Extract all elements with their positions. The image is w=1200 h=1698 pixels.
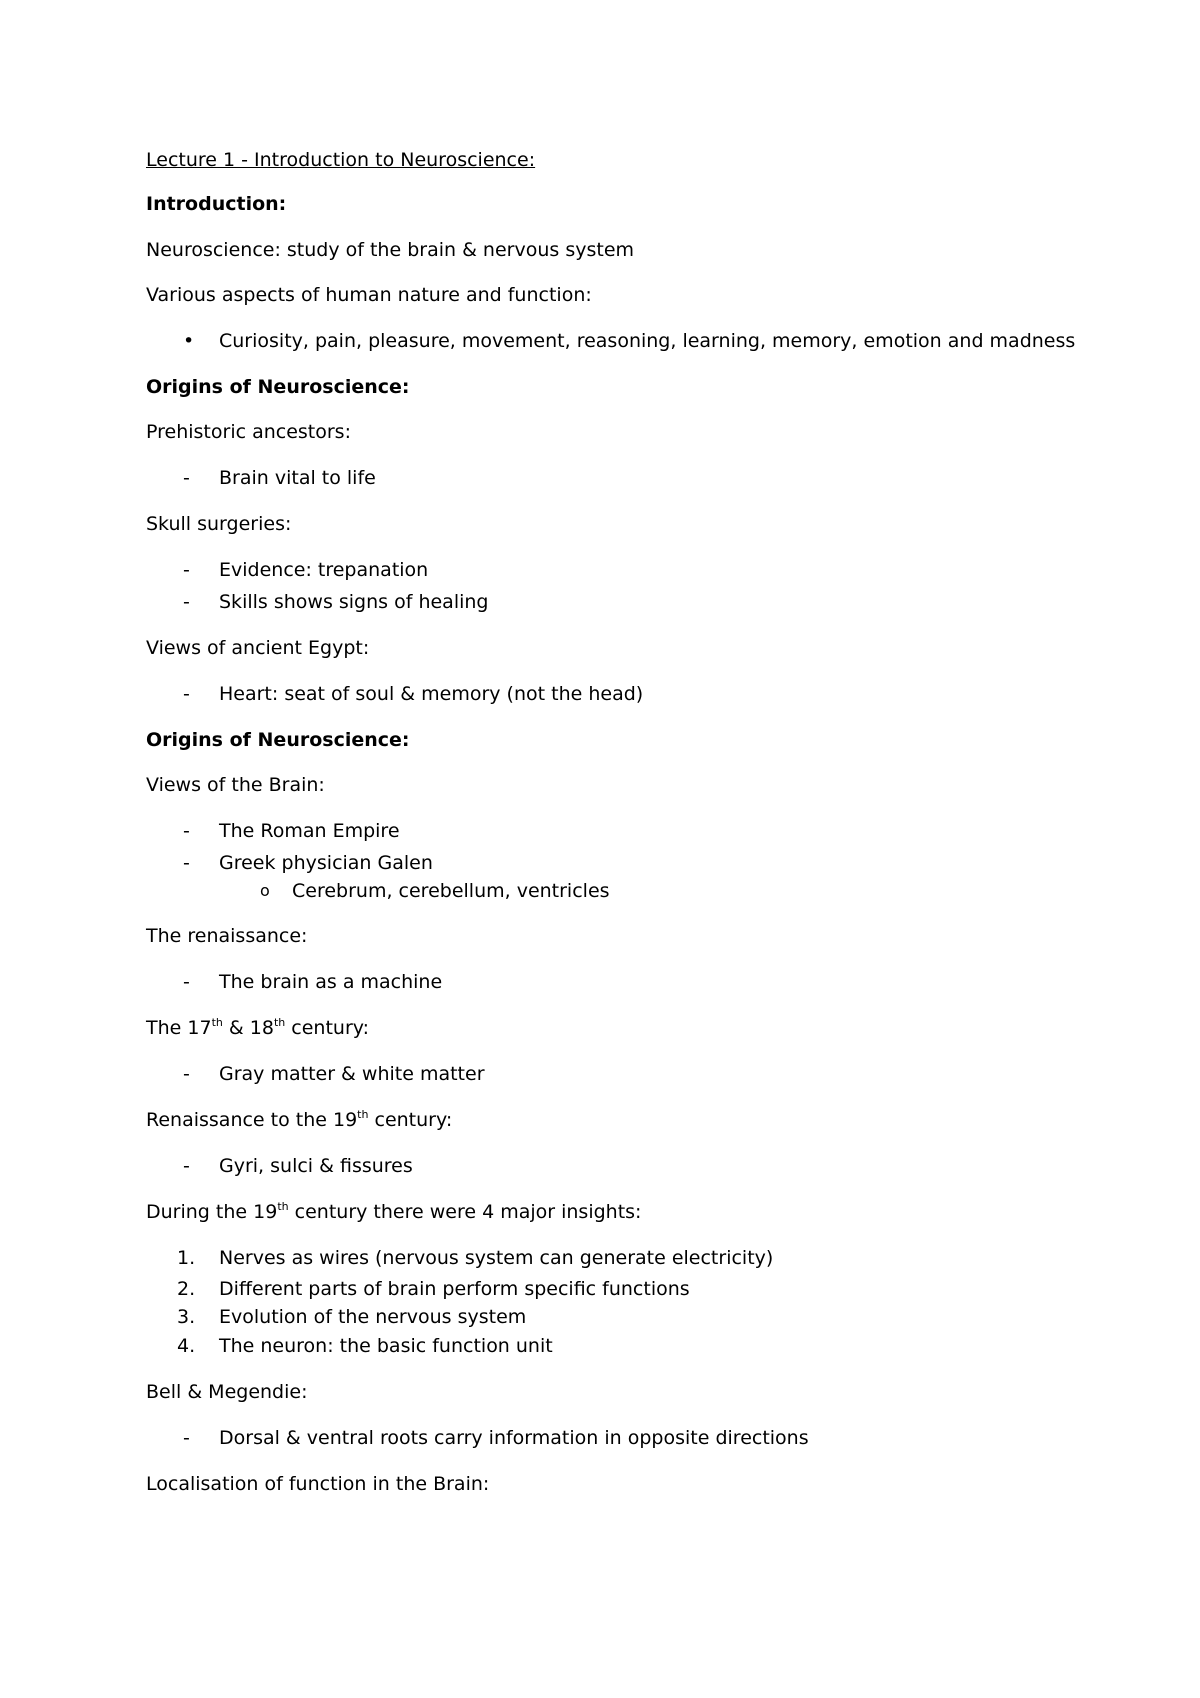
list-item-cerebrum-cerebellum-ventricles [260,879,610,903]
line-text: Cerebrum, cerebellum, ventricles [292,880,610,902]
list-item-evidence-trepanation [183,558,429,582]
text-line-localisation-of-function-in-the-brain [146,1472,489,1496]
bullet-marker: - [183,559,190,581]
line-text: The brain as a machine [219,971,443,993]
line-text: Gray matter & white matter [219,1063,485,1085]
bullet-marker: - [183,1427,190,1449]
numbered-item-the-neuron-the-basic-function-unit [177,1334,553,1358]
numbered-item-different-parts-of-brain-perform-specifi [177,1277,690,1301]
line-text: Bell & Megendie: [146,1381,308,1403]
line-text: The renaissance: [146,925,308,947]
line-text: Skull surgeries: [146,513,292,535]
numbered-item-evolution-of-the-nervous-system [177,1305,527,1329]
line-text: Origins of Neuroscience: [146,729,410,751]
line-text: Views of ancient Egypt: [146,637,370,659]
list-number: 4. [177,1335,196,1357]
line-text: Curiosity, pain, pleasure, movement, reasoning, learning, memory, emotion and madness [219,330,1076,352]
line-text: Introduction: [146,193,287,215]
text-segment: The 17 [146,1017,212,1039]
bullet-marker: - [183,683,190,705]
line-text: The Roman Empire [219,820,400,842]
text-segment: During the 19 [146,1201,278,1223]
section-heading-introduction [146,192,286,216]
line-text: Skills shows signs of healing [219,591,489,613]
bullet-marker: - [183,467,190,489]
superscript: th [277,1200,289,1213]
bullet-marker: - [183,1155,190,1177]
list-item-gray-matter-white-matter [183,1062,485,1086]
list-item-brain-vital-to-life [183,466,376,490]
bullet-marker: - [183,1063,190,1085]
line-text: Neuroscience: study of the brain & nervous system [146,239,635,261]
line-text: Gyri, sulci & fissures [219,1155,413,1177]
line-text: Nerves as wires (nervous system can generate electricity) [219,1247,774,1269]
line-text: Different parts of brain perform specific functions [219,1278,690,1300]
text-line-views-of-ancient-egypt [146,636,369,660]
line-text: Prehistoric ancestors: [146,421,351,443]
text-segment: century: [368,1109,453,1131]
line-text: Evidence: trepanation [219,559,429,581]
text-line-the-17th-18th-century [146,1016,369,1040]
section-heading-origins-of-neuroscience [146,375,410,399]
line-text: Various aspects of human nature and function: [146,284,592,306]
superscript: th [273,1016,286,1029]
text-line-the-renaissance [146,924,307,948]
list-item-heart-seat-of-soul-memory-not-the-head [183,682,644,706]
text-line-neuroscience-study-of-the-brain-nervous- [146,238,634,262]
text-line-various-aspects-of-human-nature-and-func [146,283,592,307]
line-text: Dorsal & ventral roots carry information in opposite directions [219,1427,809,1449]
superscript: th [211,1016,223,1029]
text-segment: Renaissance to the 19 [146,1109,358,1131]
text-line-skull-surgeries [146,512,291,536]
line-text: Localisation of function in the Brain: [146,1473,490,1495]
line-text: Origins of Neuroscience: [146,376,410,398]
list-item-greek-physician-galen [183,851,433,875]
list-item-the-roman-empire [183,819,400,843]
list-item-gyri-sulci-fissures [183,1154,413,1178]
text-segment: & 18 [222,1017,274,1039]
list-number: 1. [177,1247,196,1269]
text-line-during-the-19th-century-there-were-4-maj [146,1200,641,1224]
text-segment: century there were 4 major insights: [288,1201,642,1223]
line-text: The neuron: the basic function unit [219,1335,553,1357]
text-line-prehistoric-ancestors [146,420,351,444]
text-segment: century: [285,1017,370,1039]
line-text: Greek physician Galen [219,852,433,874]
list-item-curiosity-pain-pleasure-movement-reasoni [183,329,1076,353]
bullet-marker: - [183,971,190,993]
section-heading-origins-of-neuroscience [146,728,410,752]
text-line-bell-megendie [146,1380,307,1404]
list-item-the-brain-as-a-machine [183,970,443,994]
bullet-marker: • [183,330,195,352]
list-number: 2. [177,1278,196,1300]
text-line-views-of-the-brain [146,773,325,797]
bullet-marker: - [183,820,190,842]
bullet-marker: o [260,881,270,900]
list-number: 3. [177,1306,196,1328]
document-title: Lecture 1 - Introduction to Neuroscience: [146,149,536,171]
line-text: Brain vital to life [219,467,376,489]
line-text: Evolution of the nervous system [219,1306,527,1328]
list-item-skills-shows-signs-of-healing [183,590,489,614]
bullet-marker: - [183,852,190,874]
numbered-item-nerves-as-wires-nervous-system-can-gener [177,1246,774,1270]
line-text: Heart: seat of soul & memory (not the head) [219,683,644,705]
list-item-dorsal-ventral-roots-carry-information-i [183,1426,809,1450]
line-text: Views of the Brain: [146,774,325,796]
text-line-renaissance-to-the-19th-century [146,1108,452,1132]
superscript: th [357,1108,369,1121]
bullet-marker: - [183,591,190,613]
